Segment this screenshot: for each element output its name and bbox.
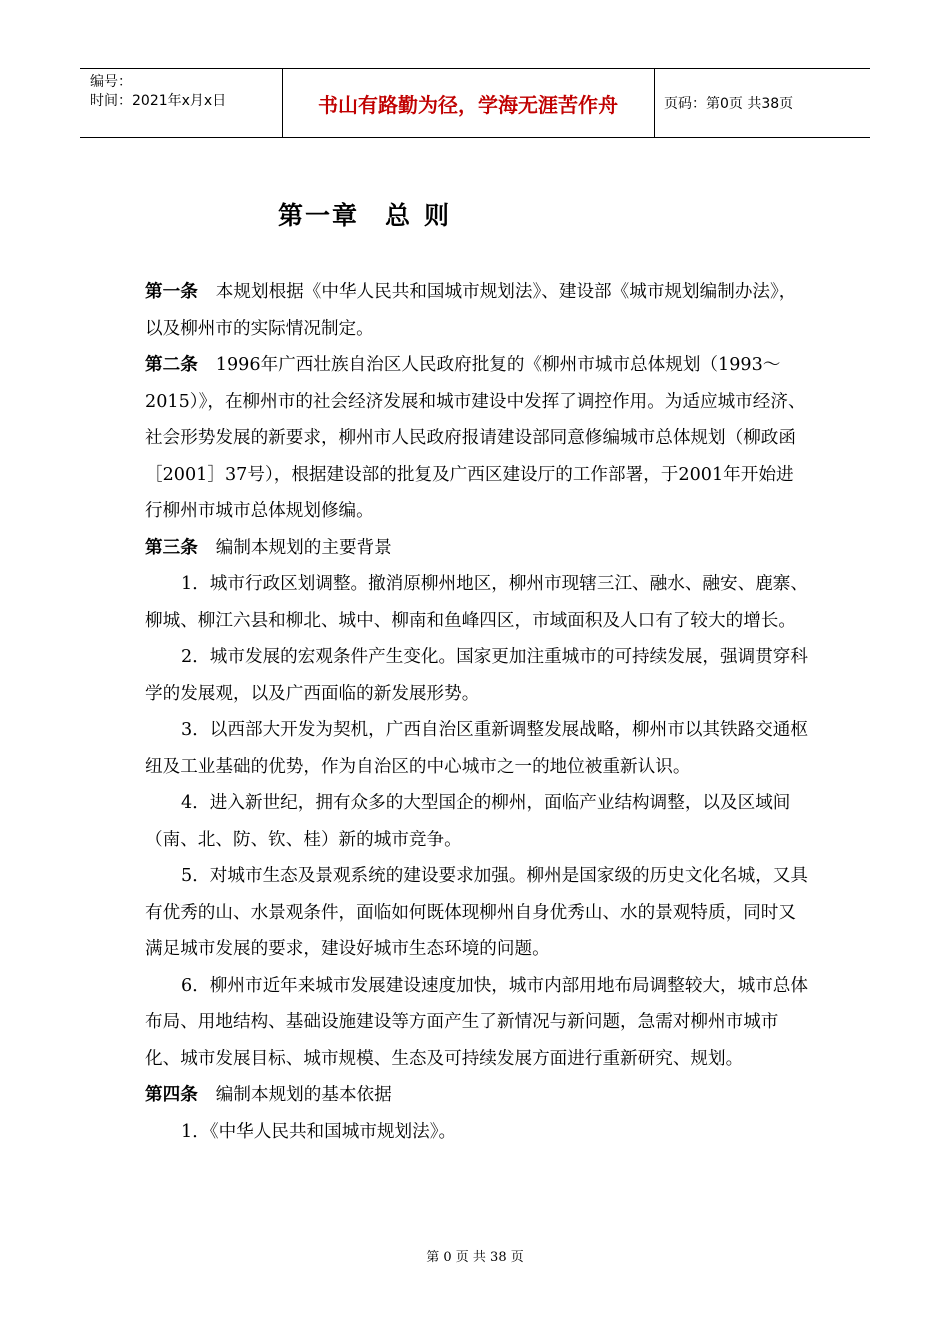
article-text: 编制本规划的基本依据	[215, 1085, 392, 1105]
article-label: 第四条	[145, 1085, 198, 1105]
document-header	[80, 68, 870, 138]
article-1	[145, 274, 810, 347]
list-item: 4．进入新世纪，拥有众多的大型国企的柳州，面临产业结构调整，以及区域间（南、北、防、钦、桂）新的城市竞争。	[145, 793, 791, 850]
page-footer: 第 0 页 共 38 页	[426, 1250, 524, 1265]
article-3	[145, 530, 810, 567]
list-item: 2．城市发展的宏观条件产生变化。国家更加注重城市的可持续发展，强调贯穿科学的发展观，以及广西面临的新发展形势。	[145, 647, 808, 704]
chapter-name-2: 则	[424, 201, 452, 230]
list-item: 5．对城市生态及景观系统的建设要求加强。柳州是国家级的历史文化名城，又具有优秀的山、水景观条件，面临如何既体现柳州自身优秀山、水的景观特质，同时又满足城市发展的要求，建设好城市生态环境的问题。	[145, 866, 808, 959]
list-item: 6．柳州市近年来城市发展建设速度加快，城市内部用地布局调整较大，城市总体布局、用地结构、基础设施建设等方面产生了新情况与新问题，急需对柳州市城市化、城市发展目标、城市规模、生态及可持续发展方面进行重新研究、规划。	[145, 975, 808, 1069]
header-page-info: 页码：第0页 共38页	[664, 96, 794, 112]
list-item: 1．《中华人民共和国城市规划法》。	[181, 1121, 457, 1142]
article-text: 编制本规划的主要背景	[215, 537, 392, 558]
time-label: 时间：2021年x月x日	[90, 93, 227, 109]
article-4	[145, 1077, 810, 1114]
article-text: 本规划根据《中华人民共和国城市规划法》、建设部《城市规划编制办法》，以及柳州市的实际情况制定。	[145, 282, 797, 339]
article-text: 1996年广西壮族自治区人民政府批复的《柳州市城市总体规划（1993～2015）》，在柳州市的社会经济发展和城市建设中发挥了调控作用。为适应城市经济、社会形势发展的新要求，柳州市人民政府报请建设部同意修编城市总体规划（柳政函［2001］37号），根据建设部的批复及广西区建设厅的工作部署，于2001年开始进行柳州市城市总体规划修编。	[145, 355, 806, 521]
article-2	[145, 347, 810, 530]
document-body	[145, 274, 810, 1150]
list-item: 3．以西部大开发为契机，广西自治区重新调整发展战略，柳州市以其铁路交通枢纽及工业基础的优势，作为自治区的中心城市之一的地位被重新认识。	[145, 720, 808, 777]
list-item: 1．城市行政区划调整。撤消原柳州地区，柳州市现辖三江、融水、融安、鹿寨、柳城、柳江六县和柳北、城中、柳南和鱼峰四区，市域面积及人口有了较大的增长。	[145, 574, 808, 631]
chapter-title	[278, 196, 451, 232]
article-label: 第一条	[145, 282, 198, 302]
number-label: 编号：	[90, 74, 132, 90]
chapter-name-1: 总	[385, 201, 413, 230]
header-motto: 书山有路勤为径，学海无涯苦作舟	[318, 92, 618, 117]
article-label: 第三条	[145, 537, 198, 558]
header-divider	[654, 69, 655, 137]
chapter-number: 第一章	[278, 201, 360, 230]
article-label: 第二条	[145, 355, 198, 375]
header-meta	[90, 73, 226, 111]
